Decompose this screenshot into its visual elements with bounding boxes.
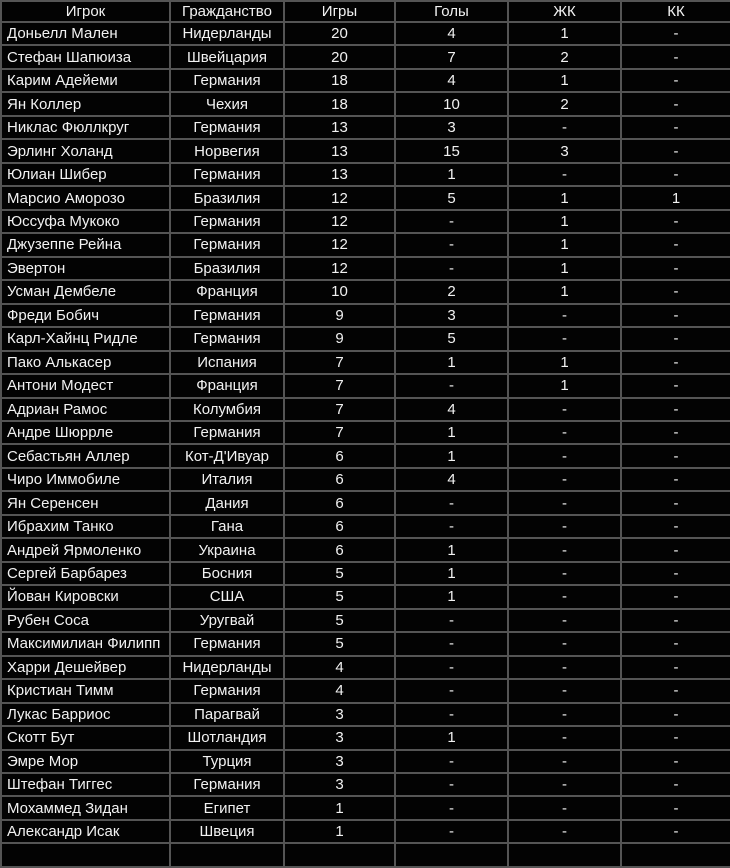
table-row xyxy=(1,398,730,421)
cell-red-cards: - xyxy=(621,351,730,374)
cell-goals: 1 xyxy=(395,562,508,585)
cell-nationality: Франция xyxy=(170,280,284,303)
cell-goals: - xyxy=(395,374,508,397)
cell-yellow-cards: - xyxy=(508,421,621,444)
table-row xyxy=(1,92,730,115)
cell-yellow-cards: 2 xyxy=(508,45,621,68)
cell-goals: 5 xyxy=(395,186,508,209)
cell-player: Максимилиан Филипп xyxy=(1,632,170,655)
cell-goals: 1 xyxy=(395,351,508,374)
cell-player: Юлиан Шибер xyxy=(1,163,170,186)
table-row xyxy=(1,726,730,749)
cell-games: 12 xyxy=(284,233,395,256)
cell-red-cards: - xyxy=(621,491,730,514)
cell-games: 6 xyxy=(284,538,395,561)
table-row xyxy=(1,796,730,819)
cell-red-cards: - xyxy=(621,210,730,233)
table-row xyxy=(1,773,730,796)
cell-nationality: Германия xyxy=(170,327,284,350)
col-header-player: Игрок xyxy=(1,1,170,22)
cell-yellow-cards: 1 xyxy=(508,22,621,45)
cell-yellow-cards xyxy=(508,843,621,867)
cell-player: Андрей Ярмоленко xyxy=(1,538,170,561)
cell-goals: - xyxy=(395,632,508,655)
cell-games: 18 xyxy=(284,69,395,92)
table-row xyxy=(1,491,730,514)
table-row xyxy=(1,609,730,632)
cell-games: 12 xyxy=(284,257,395,280)
cell-goals: - xyxy=(395,491,508,514)
cell-goals: - xyxy=(395,233,508,256)
cell-goals: - xyxy=(395,257,508,280)
cell-player: Харри Дешейвер xyxy=(1,656,170,679)
cell-goals: - xyxy=(395,750,508,773)
cell-games: 1 xyxy=(284,820,395,843)
cell-games: 5 xyxy=(284,609,395,632)
cell-games: 3 xyxy=(284,703,395,726)
cell-player: Доньелл Мален xyxy=(1,22,170,45)
table-row xyxy=(1,257,730,280)
cell-red-cards: - xyxy=(621,327,730,350)
cell-yellow-cards: - xyxy=(508,609,621,632)
cell-player xyxy=(1,843,170,867)
cell-red-cards: - xyxy=(621,820,730,843)
cell-player: Ян Коллер xyxy=(1,92,170,115)
cell-player: Марсио Аморозо xyxy=(1,186,170,209)
cell-nationality: Германия xyxy=(170,304,284,327)
cell-nationality: Гана xyxy=(170,515,284,538)
cell-player: Стефан Шапюиза xyxy=(1,45,170,68)
cell-goals: - xyxy=(395,703,508,726)
cell-player: Лукас Барриос xyxy=(1,703,170,726)
cell-yellow-cards: - xyxy=(508,750,621,773)
cell-yellow-cards: - xyxy=(508,491,621,514)
cell-player: Себастьян Аллер xyxy=(1,444,170,467)
cell-yellow-cards: 1 xyxy=(508,210,621,233)
cell-yellow-cards: - xyxy=(508,679,621,702)
cell-nationality: Германия xyxy=(170,210,284,233)
cell-player: Сергей Барбарез xyxy=(1,562,170,585)
cell-player: Фреди Бобич xyxy=(1,304,170,327)
cell-games: 9 xyxy=(284,304,395,327)
cell-red-cards: - xyxy=(621,163,730,186)
cell-nationality: Украина xyxy=(170,538,284,561)
table-row xyxy=(1,210,730,233)
cell-yellow-cards: - xyxy=(508,703,621,726)
cell-red-cards: - xyxy=(621,750,730,773)
cell-yellow-cards: - xyxy=(508,327,621,350)
table-row xyxy=(1,538,730,561)
table-row xyxy=(1,139,730,162)
cell-games: 3 xyxy=(284,750,395,773)
table-row xyxy=(1,632,730,655)
table-row xyxy=(1,69,730,92)
cell-nationality: Бразилия xyxy=(170,257,284,280)
cell-yellow-cards: - xyxy=(508,444,621,467)
cell-player: Джузеппе Рейна xyxy=(1,233,170,256)
cell-yellow-cards: - xyxy=(508,773,621,796)
cell-yellow-cards: 1 xyxy=(508,280,621,303)
cell-goals: 1 xyxy=(395,538,508,561)
cell-goals: 3 xyxy=(395,304,508,327)
cell-yellow-cards: 2 xyxy=(508,92,621,115)
cell-nationality: Чехия xyxy=(170,92,284,115)
cell-games: 6 xyxy=(284,515,395,538)
cell-goals: 5 xyxy=(395,327,508,350)
cell-goals: - xyxy=(395,515,508,538)
cell-player: Никлас Фюллкруг xyxy=(1,116,170,139)
cell-games: 10 xyxy=(284,280,395,303)
cell-goals: 10 xyxy=(395,92,508,115)
table-row xyxy=(1,515,730,538)
cell-player: Йован Кировски xyxy=(1,585,170,608)
table-row xyxy=(1,233,730,256)
cell-player: Штефан Тиггес xyxy=(1,773,170,796)
cell-yellow-cards: - xyxy=(508,585,621,608)
cell-nationality: Германия xyxy=(170,233,284,256)
cell-goals xyxy=(395,843,508,867)
cell-nationality: Нидерланды xyxy=(170,22,284,45)
cell-player: Карл-Хайнц Ридле xyxy=(1,327,170,350)
cell-player: Ибрахим Танко xyxy=(1,515,170,538)
table-row xyxy=(1,843,730,867)
cell-nationality: Колумбия xyxy=(170,398,284,421)
cell-goals: 1 xyxy=(395,444,508,467)
cell-nationality: Германия xyxy=(170,773,284,796)
cell-yellow-cards: - xyxy=(508,820,621,843)
cell-games: 1 xyxy=(284,796,395,819)
cell-nationality: Германия xyxy=(170,632,284,655)
table-row xyxy=(1,374,730,397)
cell-red-cards: - xyxy=(621,304,730,327)
cell-yellow-cards: 1 xyxy=(508,257,621,280)
cell-goals: - xyxy=(395,656,508,679)
cell-yellow-cards: 1 xyxy=(508,233,621,256)
cell-player: Скотт Бут xyxy=(1,726,170,749)
table-row xyxy=(1,468,730,491)
cell-red-cards: - xyxy=(621,233,730,256)
cell-nationality: Италия xyxy=(170,468,284,491)
cell-player: Андре Шюррле xyxy=(1,421,170,444)
cell-red-cards: - xyxy=(621,515,730,538)
table-row xyxy=(1,116,730,139)
cell-games: 7 xyxy=(284,351,395,374)
cell-nationality: Шотландия xyxy=(170,726,284,749)
cell-red-cards: - xyxy=(621,257,730,280)
cell-goals: 4 xyxy=(395,468,508,491)
cell-goals: 4 xyxy=(395,22,508,45)
cell-red-cards: - xyxy=(621,796,730,819)
table-row xyxy=(1,421,730,444)
table-row xyxy=(1,163,730,186)
cell-nationality: Босния xyxy=(170,562,284,585)
cell-yellow-cards: - xyxy=(508,304,621,327)
cell-yellow-cards: - xyxy=(508,726,621,749)
cell-yellow-cards: - xyxy=(508,116,621,139)
cell-yellow-cards: 1 xyxy=(508,351,621,374)
cell-red-cards: - xyxy=(621,538,730,561)
cell-goals: 4 xyxy=(395,69,508,92)
cell-goals: 1 xyxy=(395,163,508,186)
cell-player: Антони Модест xyxy=(1,374,170,397)
cell-player: Ян Серенсен xyxy=(1,491,170,514)
cell-games: 18 xyxy=(284,92,395,115)
cell-player: Рубен Соса xyxy=(1,609,170,632)
cell-nationality: Швейцария xyxy=(170,45,284,68)
cell-player: Эвертон xyxy=(1,257,170,280)
cell-games: 9 xyxy=(284,327,395,350)
cell-nationality: Дания xyxy=(170,491,284,514)
table-row xyxy=(1,351,730,374)
cell-yellow-cards: - xyxy=(508,632,621,655)
cell-games: 3 xyxy=(284,726,395,749)
col-header-yellow-cards: ЖК xyxy=(508,1,621,22)
cell-nationality: Германия xyxy=(170,116,284,139)
cell-nationality: Бразилия xyxy=(170,186,284,209)
table-row xyxy=(1,327,730,350)
cell-games: 5 xyxy=(284,632,395,655)
cell-games: 7 xyxy=(284,374,395,397)
table-row xyxy=(1,22,730,45)
cell-nationality: Франция xyxy=(170,374,284,397)
cell-nationality: Норвегия xyxy=(170,139,284,162)
cell-games: 20 xyxy=(284,45,395,68)
cell-red-cards: - xyxy=(621,92,730,115)
cell-yellow-cards: - xyxy=(508,562,621,585)
cell-player: Адриан Рамос xyxy=(1,398,170,421)
cell-red-cards: - xyxy=(621,585,730,608)
cell-nationality: Испания xyxy=(170,351,284,374)
cell-red-cards: - xyxy=(621,609,730,632)
cell-red-cards: - xyxy=(621,773,730,796)
cell-nationality: Германия xyxy=(170,163,284,186)
table-row xyxy=(1,562,730,585)
cell-red-cards: - xyxy=(621,679,730,702)
cell-goals: - xyxy=(395,820,508,843)
cell-games: 3 xyxy=(284,773,395,796)
cell-yellow-cards: - xyxy=(508,656,621,679)
cell-red-cards: - xyxy=(621,656,730,679)
cell-goals: 1 xyxy=(395,726,508,749)
cell-yellow-cards: 1 xyxy=(508,69,621,92)
table-row xyxy=(1,304,730,327)
cell-yellow-cards: - xyxy=(508,468,621,491)
cell-red-cards: - xyxy=(621,726,730,749)
table-row xyxy=(1,45,730,68)
cell-yellow-cards: 1 xyxy=(508,374,621,397)
cell-yellow-cards: 3 xyxy=(508,139,621,162)
cell-red-cards: - xyxy=(621,468,730,491)
cell-goals: 1 xyxy=(395,421,508,444)
cell-games: 12 xyxy=(284,210,395,233)
table-row xyxy=(1,444,730,467)
cell-nationality: Германия xyxy=(170,69,284,92)
cell-goals: 3 xyxy=(395,116,508,139)
cell-player: Карим Адейеми xyxy=(1,69,170,92)
table-row xyxy=(1,280,730,303)
cell-player: Юссуфа Мукоко xyxy=(1,210,170,233)
cell-games: 6 xyxy=(284,468,395,491)
cell-games: 7 xyxy=(284,421,395,444)
cell-goals: - xyxy=(395,609,508,632)
table-row xyxy=(1,820,730,843)
cell-yellow-cards: - xyxy=(508,163,621,186)
col-header-goals: Голы xyxy=(395,1,508,22)
cell-player: Чиро Иммобиле xyxy=(1,468,170,491)
cell-nationality: Швеция xyxy=(170,820,284,843)
cell-player: Пако Алькасер xyxy=(1,351,170,374)
cell-games: 20 xyxy=(284,22,395,45)
cell-player: Эмре Мор xyxy=(1,750,170,773)
col-header-games: Игры xyxy=(284,1,395,22)
cell-goals: 1 xyxy=(395,585,508,608)
cell-nationality: Кот-Д'Ивуар xyxy=(170,444,284,467)
cell-player: Александр Исак xyxy=(1,820,170,843)
table-row xyxy=(1,186,730,209)
cell-red-cards: - xyxy=(621,280,730,303)
cell-yellow-cards: - xyxy=(508,538,621,561)
cell-player: Мохаммед Зидан xyxy=(1,796,170,819)
cell-goals: 2 xyxy=(395,280,508,303)
cell-yellow-cards: - xyxy=(508,515,621,538)
cell-yellow-cards: - xyxy=(508,398,621,421)
cell-games: 6 xyxy=(284,444,395,467)
table-body xyxy=(1,22,730,867)
cell-red-cards: - xyxy=(621,69,730,92)
cell-goals: 15 xyxy=(395,139,508,162)
cell-red-cards: 1 xyxy=(621,186,730,209)
cell-red-cards: - xyxy=(621,116,730,139)
cell-red-cards: - xyxy=(621,22,730,45)
cell-player: Эрлинг Холанд xyxy=(1,139,170,162)
cell-games xyxy=(284,843,395,867)
cell-player: Усман Дембеле xyxy=(1,280,170,303)
cell-games: 4 xyxy=(284,679,395,702)
cell-nationality: Уругвай xyxy=(170,609,284,632)
cell-red-cards: - xyxy=(621,632,730,655)
cell-games: 13 xyxy=(284,116,395,139)
cell-red-cards: - xyxy=(621,139,730,162)
cell-red-cards: - xyxy=(621,562,730,585)
col-header-red-cards: КК xyxy=(621,1,730,22)
cell-games: 5 xyxy=(284,585,395,608)
table-row xyxy=(1,679,730,702)
cell-red-cards: - xyxy=(621,45,730,68)
cell-goals: - xyxy=(395,210,508,233)
cell-yellow-cards: - xyxy=(508,796,621,819)
table-row xyxy=(1,656,730,679)
cell-games: 13 xyxy=(284,163,395,186)
cell-nationality: Нидерланды xyxy=(170,656,284,679)
cell-goals: - xyxy=(395,773,508,796)
cell-games: 13 xyxy=(284,139,395,162)
cell-nationality: Германия xyxy=(170,421,284,444)
cell-red-cards: - xyxy=(621,421,730,444)
table-header-row xyxy=(1,1,730,22)
cell-red-cards: - xyxy=(621,398,730,421)
cell-goals: - xyxy=(395,679,508,702)
cell-yellow-cards: 1 xyxy=(508,186,621,209)
cell-nationality: США xyxy=(170,585,284,608)
cell-red-cards: - xyxy=(621,444,730,467)
cell-red-cards: - xyxy=(621,374,730,397)
cell-nationality xyxy=(170,843,284,867)
cell-games: 4 xyxy=(284,656,395,679)
col-header-nationality: Гражданство xyxy=(170,1,284,22)
table-row xyxy=(1,585,730,608)
cell-nationality: Парагвай xyxy=(170,703,284,726)
cell-goals: 4 xyxy=(395,398,508,421)
cell-red-cards xyxy=(621,843,730,867)
cell-games: 5 xyxy=(284,562,395,585)
cell-goals: 7 xyxy=(395,45,508,68)
cell-games: 12 xyxy=(284,186,395,209)
cell-nationality: Египет xyxy=(170,796,284,819)
cell-red-cards: - xyxy=(621,703,730,726)
table-row xyxy=(1,750,730,773)
cell-goals: - xyxy=(395,796,508,819)
cell-nationality: Турция xyxy=(170,750,284,773)
cell-games: 6 xyxy=(284,491,395,514)
cell-nationality: Германия xyxy=(170,679,284,702)
table-row xyxy=(1,703,730,726)
cell-games: 7 xyxy=(284,398,395,421)
cell-player: Кристиан Тимм xyxy=(1,679,170,702)
